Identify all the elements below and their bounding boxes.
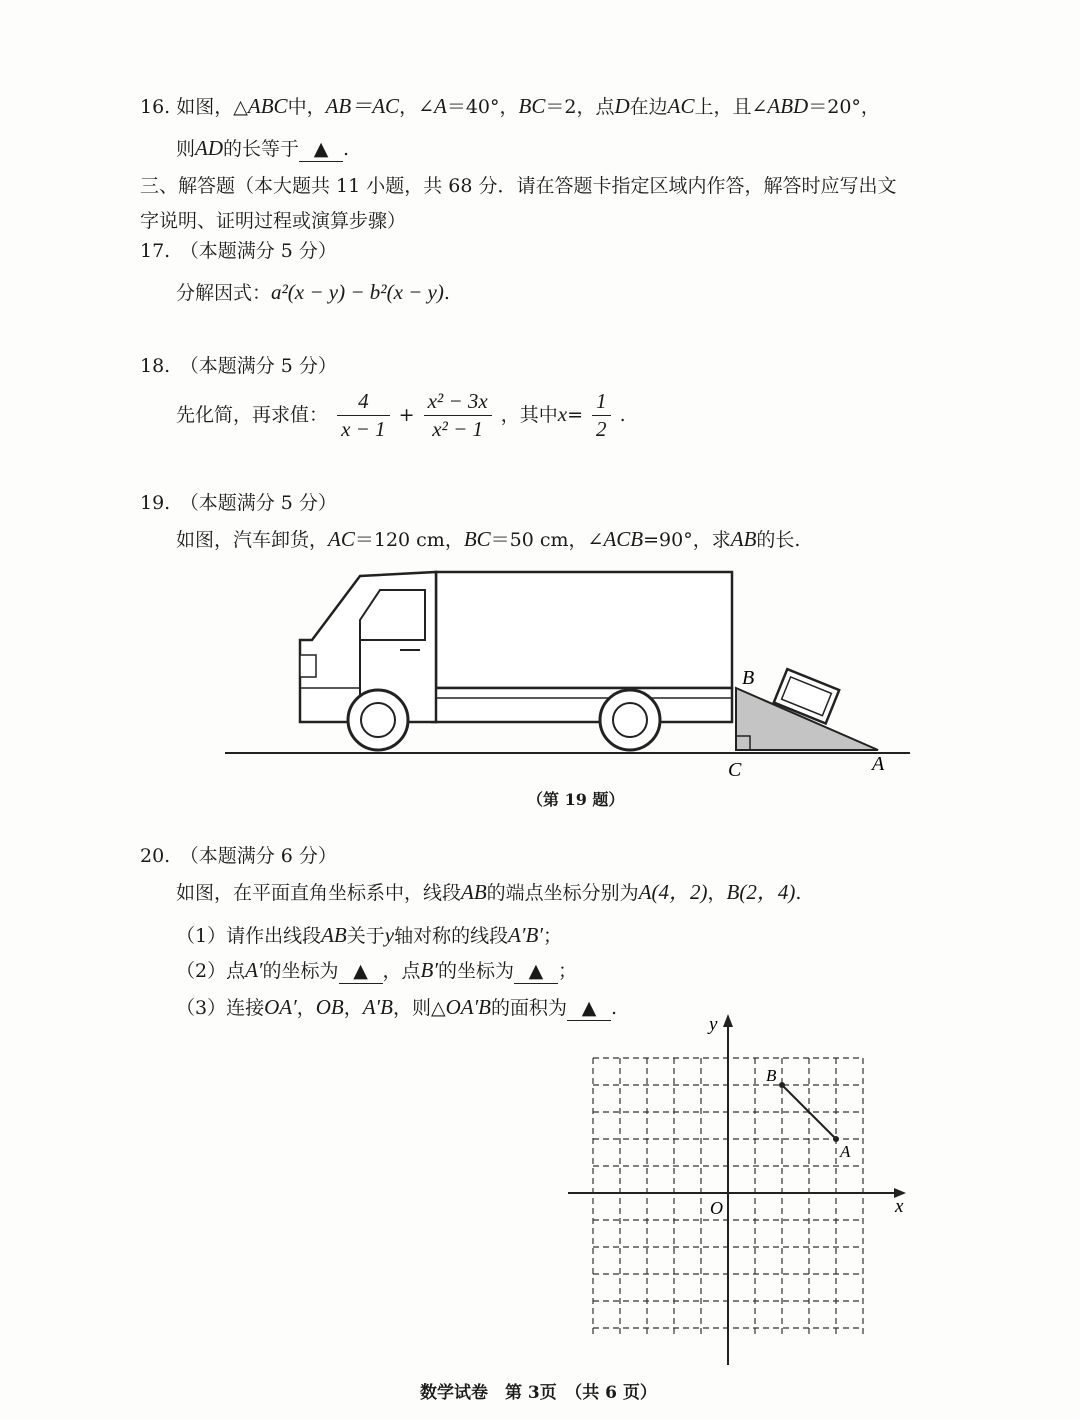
q16-text: 上，且∠ [694, 96, 768, 118]
q16-ac: AC [667, 94, 695, 118]
q20-text: （3）连接 [176, 997, 265, 1019]
q18-var: x [557, 401, 568, 426]
q20-oa-prime: OA′ [264, 995, 297, 1019]
point-b [779, 1082, 785, 1088]
q20-part1 [176, 923, 562, 948]
q20-text: 的端点坐标分别为 [486, 882, 639, 904]
q16-answer-blank[interactable]: ▲ [299, 138, 343, 162]
q18-fraction-1 [337, 388, 390, 444]
point-a [833, 1136, 839, 1142]
q20-text: ， [296, 997, 316, 1019]
q17-header: 17. （本题满分 5 分） [140, 240, 337, 262]
q20-text: ， [707, 882, 727, 904]
q18-text: . [619, 403, 626, 426]
q19-header: 19. （本题满分 5 分） [140, 492, 337, 514]
q20-b-prime: B′ [420, 958, 438, 982]
label-b: B [742, 667, 755, 689]
q16-text: 则 [176, 138, 196, 160]
q16-ad: AD [195, 136, 224, 160]
q16-line1 [140, 94, 880, 119]
q19-acb: ACB [603, 527, 644, 551]
cargo-box [436, 572, 732, 688]
headlight [300, 655, 316, 677]
q16-text: ＝2，点 [545, 96, 615, 118]
q16-text: ＝40°， [446, 96, 519, 118]
q20-point-b: B(2，4) [726, 880, 796, 904]
q20-intro [176, 880, 801, 905]
q19-text: ＝50 cm，∠ [490, 529, 604, 551]
section3-line1: 三、解答题（本大题共 11 小题，共 68 分．请在答题卡指定区域内作答，解答时应写出文 [140, 175, 897, 197]
point-a-label: A [840, 1142, 851, 1161]
q18-f2-num: x² − 3x [427, 389, 488, 413]
origin-label: O [710, 1198, 723, 1218]
q20-text: 轴对称的线段 [394, 925, 509, 947]
point-b-label: B [766, 1066, 777, 1085]
q20-text: （1）请作出线段 [176, 925, 322, 947]
q20-text: . [611, 997, 618, 1019]
q19-caption: （第 19 题） [527, 790, 625, 809]
q20-text: ； [542, 925, 562, 947]
q20-answer-blank-area[interactable]: ▲ [567, 997, 611, 1021]
q20-ab: AB [321, 923, 347, 947]
label-c: C [728, 759, 742, 781]
q20-point-a: A(4，2) [638, 880, 708, 904]
q19-text: 的长. [756, 529, 801, 551]
q16-text: . [343, 138, 350, 160]
q18-equals: = [567, 403, 583, 426]
y-axis-arrow [723, 1014, 733, 1027]
q18-fraction-2 [424, 388, 492, 444]
q16-text: ，∠ [399, 96, 434, 118]
q20-answer-blank-a-prime[interactable]: ▲ [339, 960, 383, 984]
q18-f3-den: 2 [596, 417, 607, 442]
q20-text: ； [557, 960, 577, 982]
q16-text: 在边 [629, 96, 668, 118]
q19-text: ＝120 cm， [354, 529, 464, 551]
q16-angle-a: A [434, 94, 447, 118]
q20-text: 的坐标为 [262, 960, 339, 982]
q18-plus: + [398, 403, 415, 426]
q20-a-prime-b: A′B [362, 995, 393, 1019]
q20-answer-blank-b-prime[interactable]: ▲ [514, 960, 558, 984]
q18-f3-num: 1 [596, 389, 607, 413]
q16-text: 的长等于 [223, 138, 300, 160]
q20-text: （2）点 [176, 960, 246, 982]
q16-line2 [176, 136, 349, 162]
q20-text: ，则△ [392, 997, 446, 1019]
x-axis-label: x [895, 1196, 904, 1217]
q17-expression: a²(x − y) − b²(x − y) [271, 280, 444, 304]
q20-text: 关于 [346, 925, 385, 947]
q16-equality: AB＝AC [325, 94, 400, 118]
rear-wheel-hub [613, 703, 647, 737]
q19-bc: BC [463, 527, 491, 551]
q18-where: ，其中 [500, 403, 558, 426]
q18-f2-den: x² − 1 [432, 417, 484, 442]
section3-line2: 字说明、证明过程或演算步骤） [140, 210, 407, 232]
q20-ab-prime: A′B′ [508, 923, 543, 947]
q20-header: 20. （本题满分 6 分） [140, 845, 337, 867]
q20-a-prime: A′ [245, 958, 263, 982]
q19-text: =90°，求 [643, 529, 731, 551]
q20-text: ， [343, 997, 363, 1019]
q16-abd: ABD [767, 94, 809, 118]
q18-expression-line [176, 388, 626, 444]
q18-f1-num: 4 [358, 389, 369, 413]
q20-text: ，点 [382, 960, 421, 982]
coordinate-grid [0, 1000, 1080, 1420]
y-axis-label: y [709, 1014, 718, 1035]
q20-ob: OB [315, 995, 344, 1019]
front-wheel-hub [361, 703, 395, 737]
q16-triangle: ABC [247, 94, 288, 118]
q20-ab: AB [461, 880, 487, 904]
q19-ac: AC [328, 527, 355, 551]
q19-text: 如图，汽车卸货， [176, 529, 329, 551]
q19-ab: AB [730, 527, 757, 551]
q20-part2 [176, 958, 577, 984]
q16-text: 中， [287, 96, 326, 118]
label-a: A [872, 753, 885, 775]
q18-header: 18. （本题满分 5 分） [140, 355, 337, 377]
q16-d: D [614, 94, 630, 118]
q16-text: 如图，△ [176, 96, 248, 118]
q18-fraction-3 [592, 388, 611, 444]
q17-prompt: 分解因式： [176, 282, 272, 304]
q20-triangle: OA′B [445, 995, 492, 1019]
q16-text: ＝20°， [808, 96, 880, 118]
page-footer: 数学试卷 第 3页 （共 6 页） [420, 1383, 657, 1403]
q17-prompt-line [176, 280, 450, 305]
q20-text: 的坐标为 [437, 960, 514, 982]
truck-figure [0, 560, 1080, 820]
q18-f1-den: x − 1 [341, 417, 386, 442]
q19-text-line [176, 527, 800, 552]
q17-text: . [443, 282, 450, 304]
chassis [432, 688, 732, 722]
q20-text: . [795, 882, 802, 904]
q20-text: 的面积为 [491, 997, 568, 1019]
q20-text: 如图，在平面直角坐标系中，线段 [176, 882, 462, 904]
q16-number: 16. [140, 96, 171, 118]
q16-bc: BC [518, 94, 546, 118]
q20-y: y [384, 923, 395, 947]
q18-prompt: 先化简，再求值： [176, 403, 329, 426]
